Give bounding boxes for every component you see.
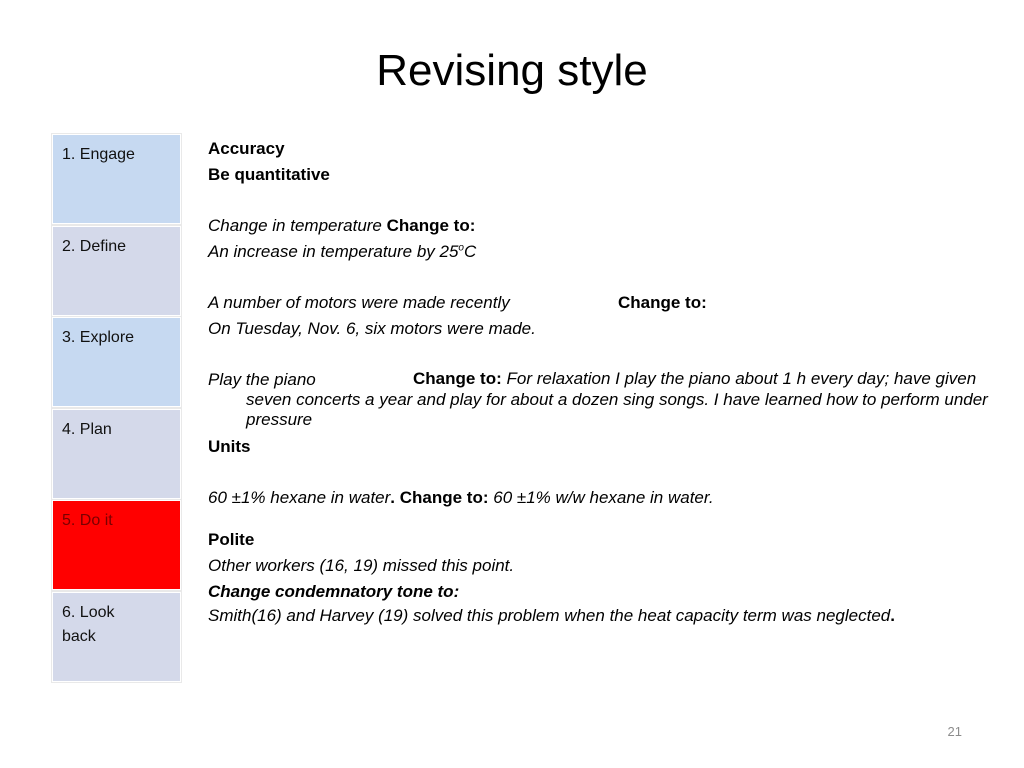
step-look-back bbox=[52, 592, 181, 682]
example-5-after: Smith(16) and Harvey (19) solved this problem when the heat capacity term was neglected bbox=[208, 606, 891, 625]
example-2-before-line bbox=[208, 290, 510, 315]
example-1-after bbox=[208, 239, 476, 264]
example-2-before: A number of motors were made recently bbox=[208, 293, 510, 312]
process-steps bbox=[52, 134, 182, 683]
example-5-change-label: Change condemnatory tone to: bbox=[208, 582, 460, 601]
example-3-before: Play the piano bbox=[208, 370, 316, 389]
step-define bbox=[52, 226, 181, 316]
step-plan bbox=[52, 409, 181, 499]
example-4-line bbox=[208, 485, 714, 510]
polite-heading: Polite bbox=[208, 530, 255, 549]
example-5-before: Other workers (16, 19) missed this point. bbox=[208, 556, 515, 575]
step-label: 3. Explore bbox=[62, 329, 135, 346]
step-engage bbox=[52, 134, 181, 224]
example-1-after-text: An increase in temperature by 25 bbox=[208, 242, 459, 261]
units-heading: Units bbox=[208, 437, 251, 456]
example-2-after: On Tuesday, Nov. 6, six motors were made. bbox=[208, 319, 536, 338]
example-4-after: 60 ±1% w/w hexane in water. bbox=[493, 488, 714, 507]
example-3-after-block bbox=[208, 369, 1006, 431]
period: . bbox=[390, 488, 396, 507]
quantitative-heading: Be quantitative bbox=[208, 165, 330, 184]
example-3-after: For relaxation I play the piano about 1 h every day; have given seven concerts a year and play for about a dozen sing songs. I have learned how to perform under pressure bbox=[246, 369, 988, 429]
change-to-label: Change to: bbox=[399, 488, 489, 507]
step-label: 2. Define bbox=[62, 237, 127, 255]
example-1-after-unit: C bbox=[463, 242, 477, 261]
step-explore bbox=[52, 317, 181, 407]
step-label: 4. Plan bbox=[62, 420, 112, 438]
step-label: 5. Do it bbox=[62, 512, 113, 529]
step-label: 6. Look back bbox=[62, 603, 115, 645]
page-number: 21 bbox=[947, 724, 962, 739]
example-4-before: 60 ±1% hexane in water bbox=[208, 488, 391, 507]
change-to-label: Change to: bbox=[413, 369, 502, 388]
example-1-before: Change in temperature bbox=[208, 216, 382, 235]
change-to-label: Change to: bbox=[386, 216, 476, 235]
degree-superscript: o bbox=[458, 242, 464, 254]
period: . bbox=[890, 606, 895, 625]
step-label: 1. Engage bbox=[62, 146, 135, 163]
change-to-label: Change to: bbox=[618, 293, 707, 312]
example-5-after-block bbox=[208, 606, 1006, 627]
example-1-before-line bbox=[208, 213, 475, 238]
accuracy-heading: Accuracy bbox=[208, 139, 285, 158]
slide-title: Revising style bbox=[376, 46, 648, 95]
step-do-it bbox=[52, 500, 181, 590]
